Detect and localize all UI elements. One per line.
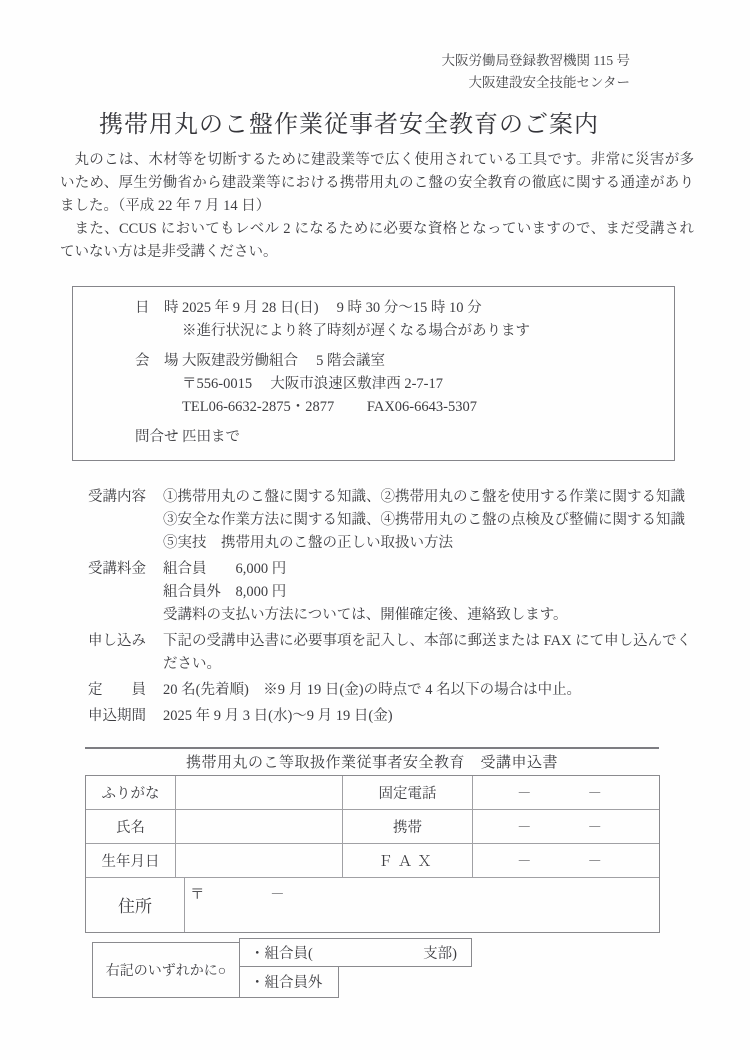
detail-application — [88, 630, 750, 676]
capacity-label: 定 員 — [88, 681, 146, 698]
address-input-cell — [185, 878, 659, 932]
issuer-block — [0, 0, 750, 95]
mobile-value-cell — [473, 810, 659, 843]
birthdate-label-cell: 生年月日 — [86, 844, 176, 877]
course-contents-line: ⑤実技 携帯用丸のこ盤の正しい取扱い方法 — [163, 534, 453, 551]
dash: － — [270, 886, 285, 903]
application-instruction: 下記の受講申込書に必要事項を記入し、本部に郵送または FAX にて申し込んでください。 — [163, 632, 692, 672]
dash: － — [587, 853, 602, 870]
table-row-birthdate — [86, 843, 659, 877]
contact-label: 問合せ — [135, 428, 179, 445]
detail-fee — [88, 558, 750, 627]
dash: － — [517, 785, 532, 802]
datetime-label: 日 時 — [135, 299, 179, 316]
venue-name: 大阪建設労働組合 5 階会議室 — [182, 352, 385, 369]
period-line: 2025 年 9 月 3 日(水)～9 月 19 日(金) — [163, 707, 393, 724]
table-row-address — [86, 877, 659, 932]
detail-period — [88, 705, 750, 728]
intro-paragraph-2: また、CCUS においてもレベル 2 になるために必要な資格となっていますので、まだ受講されていない方は是非受講ください。 — [60, 220, 694, 260]
member-option-prefix: ・組合員( — [250, 945, 313, 962]
form-divider — [85, 747, 659, 749]
dash: － — [587, 819, 602, 836]
application-label: 申し込み — [88, 632, 146, 649]
intro-section — [60, 149, 694, 264]
address-label-cell: 住所 — [86, 878, 185, 932]
capacity-value — [163, 679, 693, 702]
application-value — [163, 630, 693, 676]
fax-label-cell: ＦＡＸ — [343, 844, 473, 877]
info-row-venue — [73, 350, 674, 419]
furigana-label-cell: ふりがな — [86, 776, 176, 809]
venue-value — [182, 350, 674, 419]
fee-label: 受講料金 — [88, 560, 146, 577]
course-contents-line: ③安全な作業方法に関する知識、④携帯用丸のこ盤の点検及び整備に関する知識 — [163, 511, 685, 528]
datetime-value — [182, 297, 674, 343]
dash: － — [587, 785, 602, 802]
detail-course-contents — [88, 486, 750, 555]
fee-payment-note: 受講料の支払い方法については、開催確定後、連絡致します。 — [163, 606, 568, 623]
venue-label: 会 場 — [135, 352, 179, 369]
center-name: 大阪建設安全技能センター — [468, 75, 630, 91]
application-form-table — [85, 775, 660, 933]
course-contents-line: ①携帯用丸のこ盤に関する知識、②携帯用丸のこ盤を使用する作業に関する知識 — [163, 488, 685, 505]
course-contents-label: 受講内容 — [88, 488, 146, 505]
name-label-cell: 氏名 — [86, 810, 176, 843]
detail-capacity — [88, 679, 750, 702]
dash: － — [517, 853, 532, 870]
intro-paragraph-1: 丸のこは、木材等を切断するために建設業等で広く使用されている工具です。非常に災害が多いため、厚生労働省から建設業等における携帯用丸のこ盤の安全教育の徹底に関する通達がありました。（平成 22 年 7 月 14 日） — [60, 151, 694, 214]
course-contents-value — [163, 486, 693, 555]
member-option-cell — [239, 938, 472, 967]
datetime-note: ※進行状況により終了時刻が遅くなる場合があります — [182, 322, 530, 339]
event-info-box — [72, 286, 675, 461]
landline-value-cell — [473, 776, 659, 809]
mobile-label-cell: 携帯 — [343, 810, 473, 843]
landline-label-cell: 固定電話 — [343, 776, 473, 809]
period-value — [163, 705, 693, 728]
period-label: 申込期間 — [88, 707, 146, 724]
name-input-cell — [176, 810, 343, 843]
membership-choice-section — [92, 938, 750, 1000]
postal-mark: 〒 — [190, 886, 205, 903]
page-title: 携帯用丸のこ盤作業従事者安全教育のご案内 — [99, 111, 599, 138]
application-form-title: 携帯用丸のこ等取扱作業従事者安全教育 受講申込書 — [185, 754, 558, 771]
table-row-furigana — [86, 776, 659, 809]
registration-number: 大阪労働局登録教習機関 115 号 — [441, 53, 630, 68]
details-section — [88, 486, 750, 728]
fee-member: 組合員 6,000 円 — [163, 560, 287, 577]
member-option-branch-suffix: 支部) — [423, 945, 457, 962]
contact-value — [182, 426, 674, 449]
nonmember-option-cell: ・組合員外 — [239, 966, 339, 998]
info-row-contact — [73, 426, 674, 449]
venue-tel-fax: TEL06-6632-2875・2877 FAX06-6643-5307 — [182, 398, 477, 415]
fax-value-cell — [473, 844, 659, 877]
furigana-input-cell — [176, 776, 343, 809]
table-row-name — [86, 809, 659, 843]
contact-person: 匹田まで — [182, 428, 240, 445]
fee-nonmember: 組合員外 8,000 円 — [163, 583, 287, 600]
info-row-datetime — [73, 297, 674, 343]
capacity-line: 20 名(先着順) ※9 月 19 日(金)の時点で 4 名以下の場合は中止。 — [163, 681, 582, 698]
birthdate-input-cell — [176, 844, 343, 877]
dash: － — [517, 819, 532, 836]
datetime-line: 2025 年 9 月 28 日(日) 9 時 30 分～15 時 10 分 — [182, 299, 482, 316]
membership-choice-label-cell: 右記のいずれかに○ — [92, 942, 240, 998]
fee-value — [163, 558, 693, 627]
venue-address: 〒556-0015 大阪市浪速区敷津西 2-7-17 — [182, 375, 443, 392]
